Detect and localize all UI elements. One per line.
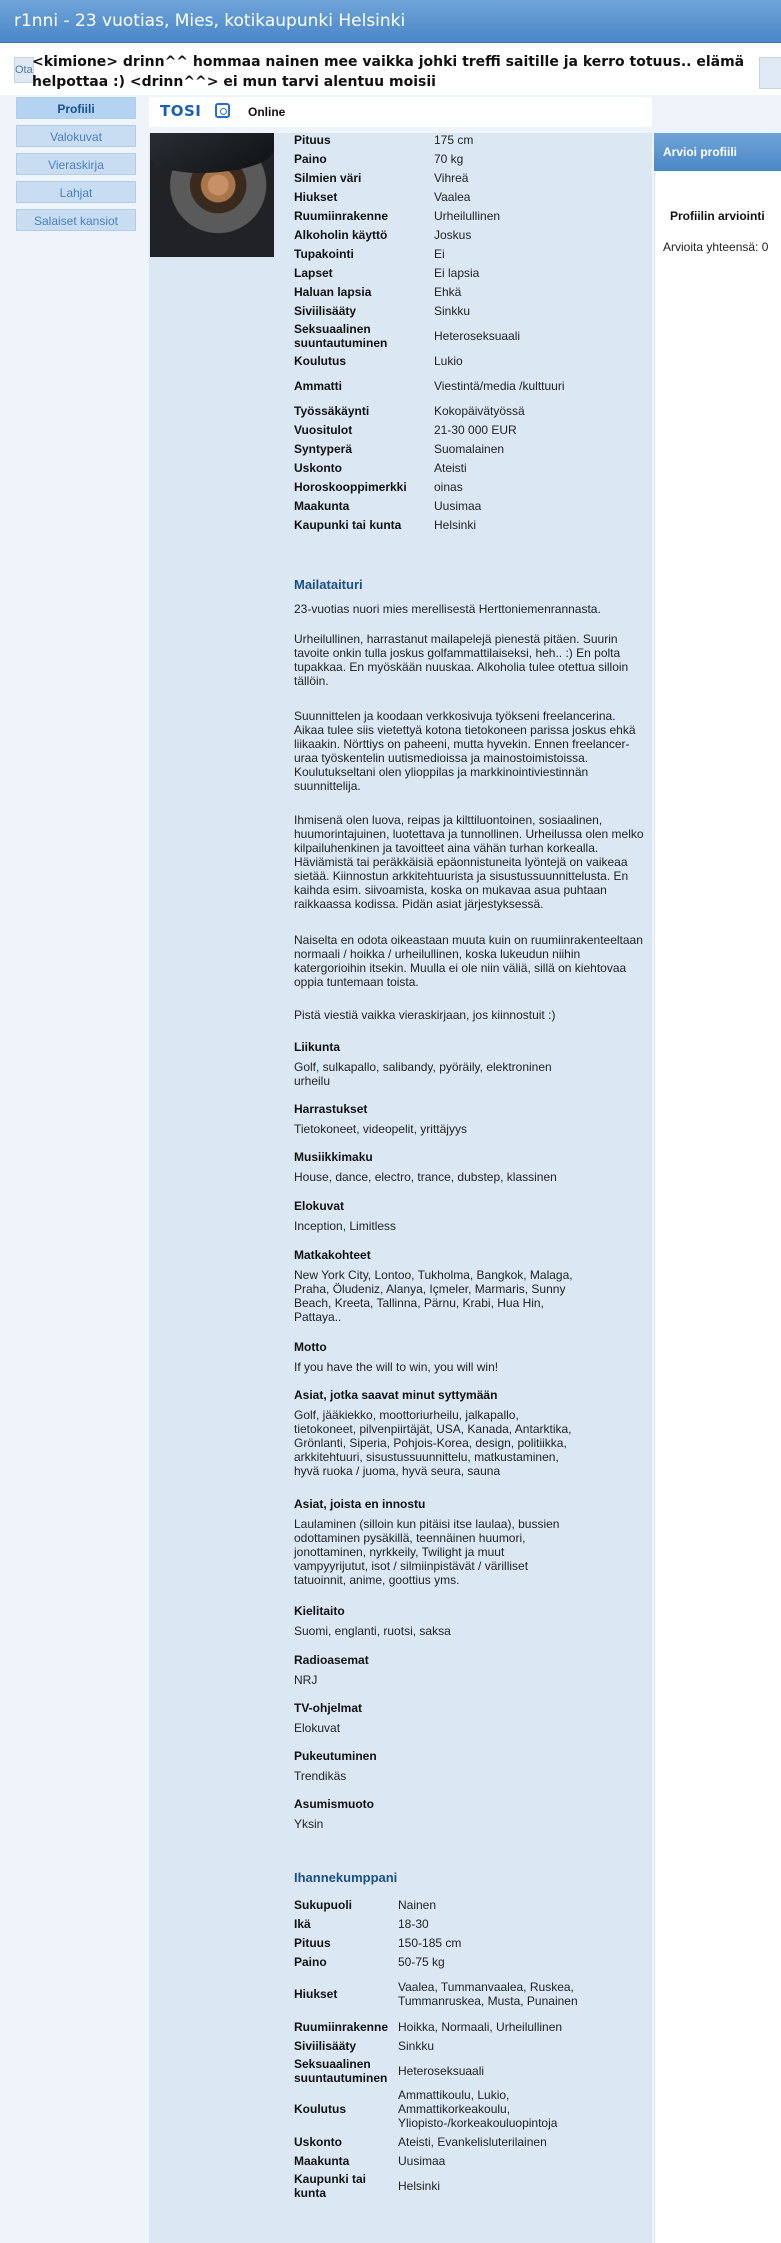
ideal-value: Nainen <box>398 1897 437 1912</box>
fact-label: Työssäkäynti <box>294 403 370 418</box>
interest-title: Liikunta <box>294 1040 341 1054</box>
ideal-label: Kaupunki tai kunta <box>294 2171 367 2200</box>
fact-row <box>294 206 624 225</box>
fact-value: Uusimaa <box>434 498 482 513</box>
fact-label: Pituus <box>294 132 331 147</box>
about-title: Mailataituri <box>294 577 363 592</box>
nav-vieraskirja[interactable]: Vieraskirja <box>16 153 136 175</box>
fact-row <box>294 420 624 439</box>
about-paragraph: Ihmisenä olen luova, reipas ja kilttiluontoinen, sosiaalinen, huumorintajuinen, luotettava ja tunnollinen. Urheilussa olen melko kilpailuhenkinen ja tavoitteet aina vähän turhan korkealla. Häviämistä tai peräkkäisiä epäonnistuneita lyöntejä on vaikeaa sietää. Kiinnostun arkkitehtuurista ja sisustussuunnittelusta. En kaihda esim. siivoamista, koska on mukavaa asua puhtaan raikkaassa kodissa. Pidän asiat järjestyksessä. <box>294 813 644 911</box>
interest-block <box>294 1604 574 1638</box>
interest-value: New York City, Lontoo, Tukholma, Bangkok, Malaga, Praha, Öludeniz, Alanya, Içmeler, Marmaris, Sunny Beach, Kreeta, Tallinna, Pärnu, Krabi, Hua Hin, Pattaya.. <box>294 1268 573 1324</box>
ideal-label: Koulutus <box>294 2102 346 2116</box>
ideal-row <box>294 2132 614 2151</box>
ideal-partner-table <box>294 1895 614 2201</box>
interest-title: Radioasemat <box>294 1653 369 1667</box>
fact-label: Vuositulot <box>294 422 353 437</box>
fact-label: Hiukset <box>294 189 338 204</box>
about-paragraph: Suunnittelen ja koodaan verkkosivuja työkseni freelancerina. Aikaa tulee siis vietettyä kotona tietokoneen parissa joskus ehkä liikaakin. Nörttiys on paheeni, mutta hyvekin. Ennen freelancer-uraa työskentelin uutismedioissa ja mainostoimistoissa. Koulutukseltani olen ylioppilas ja markkinointiviestinnän suunnittelija. <box>294 709 636 793</box>
interest-title: Motto <box>294 1340 327 1354</box>
fact-row <box>294 282 624 301</box>
ideal-label: Uskonto <box>294 2134 342 2149</box>
fact-value: Vihreä <box>434 170 469 185</box>
ideal-value: Sinkku <box>398 2038 435 2053</box>
fact-row <box>294 320 624 351</box>
interest-block <box>294 1701 574 1735</box>
fact-row <box>294 458 624 477</box>
ideal-row <box>294 2036 614 2055</box>
ideal-label: Sukupuoli <box>294 1897 352 1912</box>
ideal-label: Seksuaalinen suuntautuminen <box>294 2056 388 2085</box>
ideal-label: Ruumiinrakenne <box>294 2019 389 2034</box>
ideal-label: Pituus <box>294 1935 331 1950</box>
fact-label: Lapset <box>294 265 333 280</box>
fact-label: Siviilisääty <box>294 303 357 318</box>
fact-row <box>294 515 624 534</box>
fact-row <box>294 496 624 515</box>
ideal-row <box>294 2086 614 2132</box>
ideal-label: Maakunta <box>294 2153 350 2168</box>
ideal-label: Siviilisääty <box>294 2038 357 2053</box>
interest-title: Harrastukset <box>294 1102 368 1116</box>
fact-value: Ei <box>434 246 445 261</box>
interest-value: Laulaminen (silloin kun pitäisi itse laulaa), bussien odottaminen pysäkillä, teennäinen huumori, jonottaminen, nyrkkeily, Twilight ja muut vampyyrijutut, isot / silmiinpistävät / värilliset tatuoinnit, anime, goottius yms. <box>294 1517 560 1587</box>
interest-block <box>294 1497 574 1587</box>
fact-label: Seksuaalinen suuntautuminen <box>294 321 388 350</box>
ideal-row <box>294 1971 614 2017</box>
fact-value: Sinkku <box>434 303 471 318</box>
ideal-label: Hiukset <box>294 1987 338 2001</box>
rating-panel <box>654 133 781 2243</box>
rating-title: Profiilin arviointi <box>670 209 765 223</box>
interest-title: Asumismuoto <box>294 1797 375 1811</box>
rate-profile-button[interactable]: Arvioi profiili <box>654 133 781 171</box>
interest-value: Tietokoneet, videopelit, yrittäjyys <box>294 1122 467 1136</box>
fact-value: Vaalea <box>434 189 471 204</box>
ideal-row <box>294 2170 614 2201</box>
fact-value: Kokopäivätyössä <box>434 403 525 418</box>
ideal-value: Ammattikoulu, Lukio, Ammattikorkeakoulu, Yliopisto-/korkeakouluopintoja <box>398 2088 558 2130</box>
interest-value: Golf, jääkiekko, moottoriurheilu, jalkapallo, tietokoneet, pilvenpiirtäjät, USA, Kanada, Antarktika, Grönlanti, Siperia, Pohjois-Korea, design, politiikka, arkkitehtuuri, sisustussuunnittelu, matkustaminen, hyvä ruoka / juoma, hyvä seura, sauna <box>294 1408 572 1478</box>
interest-block <box>294 1102 574 1136</box>
interest-block <box>294 1653 574 1687</box>
fact-value: Ei lapsia <box>434 265 480 280</box>
ideal-row <box>294 2055 614 2086</box>
fact-value: Ateisti <box>434 460 467 475</box>
fact-label: Haluan lapsia <box>294 284 372 299</box>
profile-nav <box>16 97 138 237</box>
ideal-value: Helsinki <box>398 2178 441 2193</box>
about-paragraph: Urheilullinen, harrastanut mailapelejä pienestä pitäen. Suurin tavoite onkin tulla joskus golfammattilaiseksi, heh.. :) En polta tupakkaa. En myöskään nuuskaa. Alkoholia tulee otettua silloin tällöin. <box>294 632 629 688</box>
ideal-row <box>294 1914 614 1933</box>
fact-label: Uskonto <box>294 460 342 475</box>
interest-block <box>294 1040 574 1088</box>
fact-row <box>294 187 624 206</box>
ideal-value: Uusimaa <box>398 2153 446 2168</box>
interest-block <box>294 1199 574 1233</box>
nav-valokuvat[interactable]: Valokuvat <box>16 125 136 147</box>
fact-value: 175 cm <box>434 132 474 147</box>
fact-value: Heteroseksuaali <box>434 328 521 343</box>
interest-block <box>294 1388 574 1478</box>
fact-value: oinas <box>434 479 463 494</box>
fact-row <box>294 130 624 149</box>
nav-salaiset-kansiot[interactable]: Salaiset kansiot <box>16 209 136 231</box>
fact-label: Koulutus <box>294 353 346 368</box>
nav-lahjat[interactable]: Lahjat <box>16 181 136 203</box>
interest-block <box>294 1797 574 1831</box>
ideal-value: Hoikka, Normaali, Urheilullinen <box>398 2019 563 2034</box>
interest-title: Kielitaito <box>294 1604 345 1618</box>
fact-label: Silmien väri <box>294 170 362 185</box>
ideal-label: Ikä <box>294 1916 311 1931</box>
interest-value: Inception, Limitless <box>294 1219 397 1233</box>
ideal-value: 50-75 kg <box>398 1954 445 1969</box>
online-status: Online <box>248 105 286 119</box>
fact-label: Ammatti <box>294 378 343 393</box>
interest-block <box>294 1749 574 1783</box>
ideal-title: Ihannekumppani <box>294 1870 398 1885</box>
fact-value: Suomalainen <box>434 441 505 456</box>
page-title: r1nni - 23 vuotias, Mies, kotikaupunki Helsinki <box>14 11 406 31</box>
fact-value: Lukio <box>434 353 463 368</box>
ideal-row <box>294 1933 614 1952</box>
ideal-value: Vaalea, Tummanvaalea, Ruskea, Tummanruskea, Musta, Punainen <box>398 1980 578 2008</box>
rating-total: Arvioita yhteensä: 0 <box>663 240 769 254</box>
fact-value: 70 kg <box>434 151 464 166</box>
fact-row <box>294 401 624 420</box>
interest-title: Musiikkimaku <box>294 1150 373 1164</box>
interest-value: If you have the will to win, you will win! <box>294 1360 499 1374</box>
fact-value: Joskus <box>434 227 472 242</box>
fact-label: Alkoholin käyttö <box>294 227 388 242</box>
fact-row <box>294 168 624 187</box>
fact-row <box>294 301 624 320</box>
fact-label: Maakunta <box>294 498 350 513</box>
camera-icon[interactable] <box>215 103 230 118</box>
ideal-value: 150-185 cm <box>398 1935 462 1950</box>
interest-value: Golf, sulkapallo, salibandy, pyöräily, elektroninen urheilu <box>294 1060 552 1088</box>
fact-row <box>294 370 624 401</box>
interest-title: Elokuvat <box>294 1199 345 1213</box>
shoutbox-message: <kimione> drinn^^ hommaa nainen mee vaikka johki treffi saitille ja kerro totuus.. elämä helpottaa :) <drinn^^> ei mun tarvi alentuu moisii <box>32 54 745 90</box>
fact-row <box>294 244 624 263</box>
ideal-row <box>294 1895 614 1914</box>
fact-label: Horoskooppimerkki <box>294 479 407 494</box>
fact-row <box>294 225 624 244</box>
interest-value: Yksin <box>294 1817 324 1831</box>
fact-row <box>294 149 624 168</box>
interest-title: Pukeutuminen <box>294 1749 377 1763</box>
interest-value: NRJ <box>294 1673 318 1687</box>
ideal-row <box>294 2151 614 2170</box>
interest-value: Trendikäs <box>294 1769 347 1783</box>
fact-row <box>294 439 624 458</box>
ideal-row <box>294 2017 614 2036</box>
interest-block <box>294 1150 574 1184</box>
interest-value: Suomi, englanti, ruotsi, saksa <box>294 1624 451 1638</box>
profile-facts <box>294 130 624 534</box>
ideal-value: Heteroseksuaali <box>398 2063 485 2078</box>
fact-label: Ruumiinrakenne <box>294 208 389 223</box>
fact-label: Kaupunki tai kunta <box>294 517 402 532</box>
interest-title: Matkakohteet <box>294 1248 371 1262</box>
about-paragraph: Pistä viestiä vaikka vieraskirjaan, jos kiinnostuit :) <box>294 1008 556 1022</box>
interest-value: House, dance, electro, trance, dubstep, klassinen <box>294 1170 557 1184</box>
fact-label: Tupakointi <box>294 246 354 261</box>
interest-title: TV-ohjelmat <box>294 1701 363 1715</box>
fact-row <box>294 351 624 370</box>
fact-value: Urheilullinen <box>434 208 501 223</box>
about-paragraph: 23-vuotias nuori mies merellisestä Herttoniemenrannasta. <box>294 602 601 616</box>
fact-value: Viestintä/media /kulttuuri <box>434 378 565 393</box>
shoutbox-right-tab[interactable] <box>759 57 781 89</box>
shoutbox-tab[interactable]: Ota <box>14 57 34 83</box>
ideal-value: Ateisti, Evankelisluterilainen <box>398 2134 547 2149</box>
interest-value: Elokuvat <box>294 1721 341 1735</box>
tosi-badge[interactable]: TOSI <box>160 102 202 120</box>
interest-title: Asiat, jotka saavat minut syttymään <box>294 1388 498 1402</box>
fact-row <box>294 263 624 282</box>
fact-label: Paino <box>294 151 327 166</box>
ideal-value: 18-30 <box>398 1916 429 1931</box>
profile-photo[interactable] <box>150 133 274 257</box>
about-paragraph: Naiselta en odota oikeastaan muuta kuin on ruumiinrakenteeltaan normaali / hoikka / urheilullinen, koska lukeudun niihin katergorioihin itsekin. Muulla ei ole niin väliä, sillä on kiehtovaa oppia tuntemaan toista. <box>294 933 643 989</box>
nav-profiili[interactable]: Profiili <box>16 97 136 119</box>
fact-value: Helsinki <box>434 517 477 532</box>
interest-title: Asiat, joista en innostu <box>294 1497 426 1511</box>
fact-row <box>294 477 624 496</box>
fact-label: Syntyperä <box>294 441 353 456</box>
page-header <box>0 0 781 43</box>
ideal-row <box>294 1952 614 1971</box>
fact-value: Ehkä <box>434 284 462 299</box>
ideal-label: Paino <box>294 1954 327 1969</box>
interest-block <box>294 1340 574 1374</box>
fact-value: 21-30 000 EUR <box>434 422 517 437</box>
interest-block <box>294 1248 574 1324</box>
